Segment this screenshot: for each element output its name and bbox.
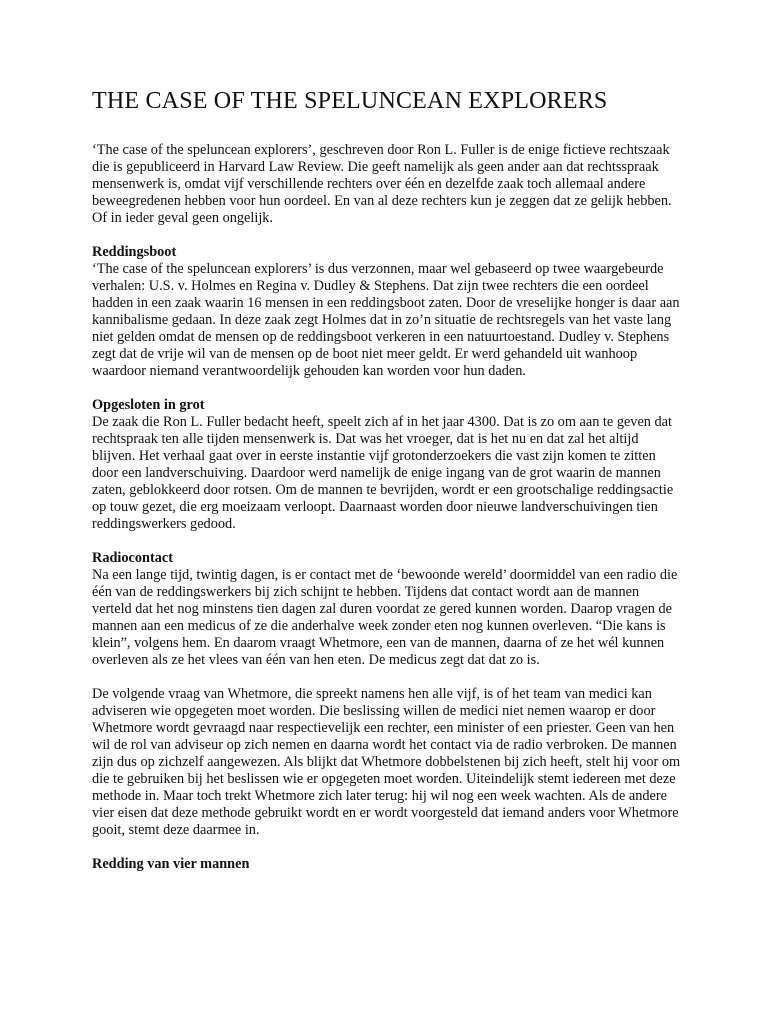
document-page	[92, 86, 682, 890]
section-whetmore-paragraph	[92, 686, 682, 839]
section-radiocontact	[92, 550, 682, 669]
section-paragraph: Na een lange tijd, twintig dagen, is er contact met de ‘bewoonde wereld’ doormiddel van een radio die één van de reddingswerkers bij zich schijnt te hebben. Tijdens dat contact wordt aan de mannen verteld dat het nog minstens tien dagen zal duren voordat ze gered kunnen worden. Daarop vragen de mannen aan een medicus of ze die anderhalve week zonder eten nog kunnen overleven. “Die kans is klein”, volgens hem. En daarom vraagt Whetmore, een van de mannen, daarna of ze het wél kunnen overleven als ze het vlees van één van hen eten. De medicus zegt dat dat zo is.	[92, 567, 678, 668]
section-opgesloten-in-grot	[92, 397, 682, 533]
section-paragraph: ‘The case of the speluncean explorers’ is dus verzonnen, maar wel gebaseerd op twee waargebeurde verhalen: U.S. v. Holmes en Regina v. Dudley & Stephens. Dat zijn twee rechters die een oordeel hadden in een zaak waarin 16 mensen in een reddingsboot zaten. Door de vreselijke honger is daar aan kannibalisme gedaan. In deze zaak zegt Holmes dat in zo’n situatie de rechtsregels van het vaste lang niet gelden omdat de mensen op de reddingsboot verkeren in een natuurtoestand. Dudley v. Stephens zegt dat de vrije wil van de mensen op de boot niet meer geldt. Er werd gehandeld uit wanhoop waardoor niemand verantwoordelijk gehouden kan worden voor hun daden.	[92, 261, 680, 379]
intro-section	[92, 142, 682, 227]
section-paragraph: De zaak die Ron L. Fuller bedacht heeft, speelt zich af in het jaar 4300. Dat is zo om aan te geven dat rechtspraak ten alle tijden mensenwerk is. Dat was het vroeger, dat is het nu en dat zal het altijd blijven. Het verhaal gaat over in eerste instantie vijf grotonderzoekers die vast zijn komen te zitten door een landverschuiving. Daardoor werd namelijk de enige ingang van de grot waarin de mannen zaten, geblokkeerd door rotsen. Om de mannen te bevrijden, wordt er een grootschalige reddingsactie op touw gezet, die erg moeizaam verloopt. Daarnaast worden door nieuwe landverschuivingen tien reddingswerkers gedood.	[92, 414, 674, 532]
section-heading: Opgesloten in grot	[92, 397, 205, 413]
document-title: THE CASE OF THE SPELUNCEAN EXPLORERS	[92, 88, 608, 114]
section-heading: Radiocontact	[92, 550, 174, 566]
section-redding-van-vier-mannen	[92, 856, 682, 873]
section-heading: Redding van vier mannen	[92, 856, 250, 872]
section-heading: Reddingsboot	[92, 244, 177, 260]
section-reddingsboot	[92, 244, 682, 380]
intro-paragraph: ‘The case of the speluncean explorers’, geschreven door Ron L. Fuller is de enige fictieve rechtszaak die is gepubliceerd in Harvard Law Review. Die geeft namelijk als geen ander aan dat rechtsspraak mensenwerk is, omdat vijf verschillende rechters over één en dezelfde zaak toch allemaal andere beweegredenen hebben voor hun oordeel. En van al deze rechters kun je zeggen dat ze gelijk hebben. Of in ieder geval geen ongelijk.	[92, 142, 672, 226]
section-paragraph: De volgende vraag van Whetmore, die spreekt namens hen alle vijf, is of het team van medici kan adviseren wie opgegeten moet worden. Die beslissing willen de medici niet nemen waarop er door Whetmore wordt gevraagd naar respectievelijk een rechter, een minister of een priester. Geen van hen wil de rol van adviseur op zich nemen en daarna wordt het contact via de radio verbroken. De mannen zijn dus op zichzelf aangewezen. Als blijkt dat Whetmore dobbelstenen bij zich heeft, stelt hij voor om die te gebruiken bij het beslissen wie er opgegeten moet worden. Uiteindelijk stemt iedereen met deze methode in. Maar toch trekt Whetmore zich later terug: hij wil nog een week wachten. Als de andere vier eisen dat deze methode gebruikt wordt en er wordt voorgesteld dat iemand anders voor Whetmore gooit, stemt deze daarmee in.	[92, 686, 681, 838]
